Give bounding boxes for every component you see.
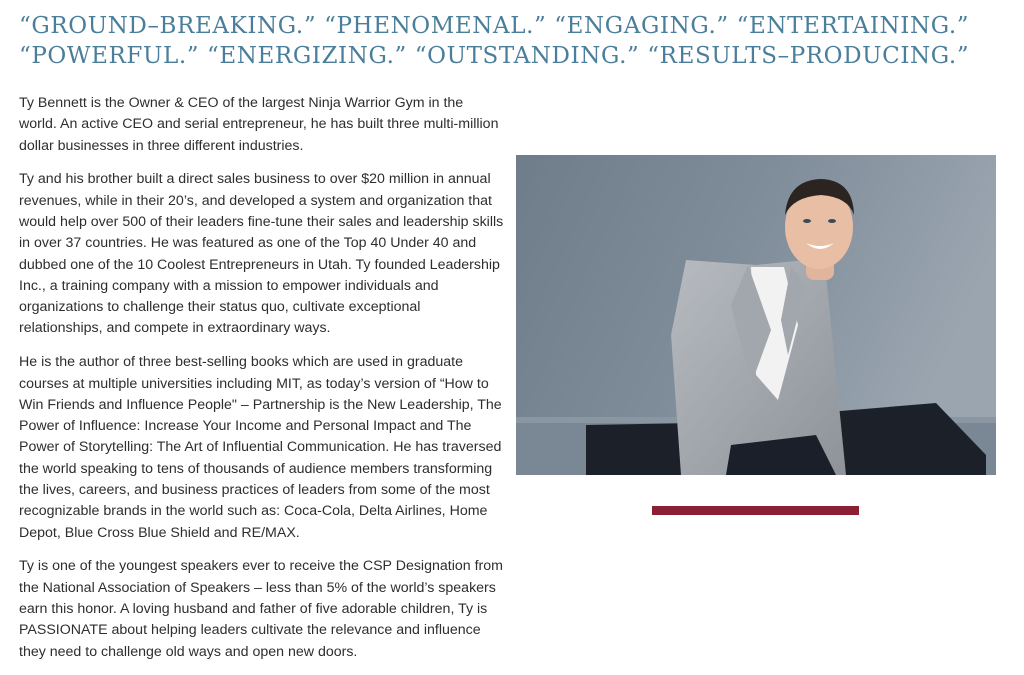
headline-line-2: “POWERFUL.” “ENERGIZING.” “OUTSTANDING.” “RESULTS–PRODUCING.”	[19, 43, 970, 69]
bio-paragraph-3: He is the author of three best-selling books which are used in graduate courses at multiple universities including MIT, as today’s version of “How to Win Friends and Influence People" – Partnership is the New Leadership, The Power of Influence: Increase Your Income and Personal Impact and The Power of Storytelling: The Art of Influential Communication. He has traversed the world speaking to tens of thousands of audience members transforming the lives, careers, and business practices of leaders from some of the most recognizable brands in the world such as: Coca-Cola, Delta Airlines, Home Depot, Blue Cross Blue Shield and RE/MAX.	[19, 354, 502, 541]
headline-line-1: “GROUND–BREAKING.” “PHENOMENAL.” “ENGAGING.” “ENTERTAINING.”	[19, 13, 970, 39]
accent-divider-bar	[652, 506, 859, 515]
bio-paragraph-2: Ty and his brother built a direct sales business to over $20 million in annual revenues, while in their 20’s, and developed a system and organization that would help over 500 of their leaders fine-tune their sales and leadership skills in over 37 countries. He was featured as one of the Top 40 Under 40 and dubbed one of the 10 Coolest Entrepreneurs in Utah. Ty founded Leadership Inc., a training company with a mission to empower individuals and organizations to challenge their status quo, cultivate exceptional relationships, and compete in extraordinary ways.	[19, 171, 504, 337]
bio-text	[19, 93, 504, 675]
speaker-photo	[516, 155, 996, 475]
bio-paragraph-1: Ty Bennett is the Owner & CEO of the largest Ninja Warrior Gym in the world. An active CEO and serial entrepreneur, he has built three multi-million dollar businesses in three different industries.	[19, 95, 499, 154]
bio-paragraph-4: Ty is one of the youngest speakers ever to receive the CSP Designation from the National Association of Speakers – less than 5% of the world’s speakers earn this honor. A loving husband and father of five adorable children, Ty is PASSIONATE about helping leaders cultivate the relevance and influence they need to challenge old ways and open new doors.	[19, 558, 503, 660]
testimonial-headline	[19, 11, 999, 71]
